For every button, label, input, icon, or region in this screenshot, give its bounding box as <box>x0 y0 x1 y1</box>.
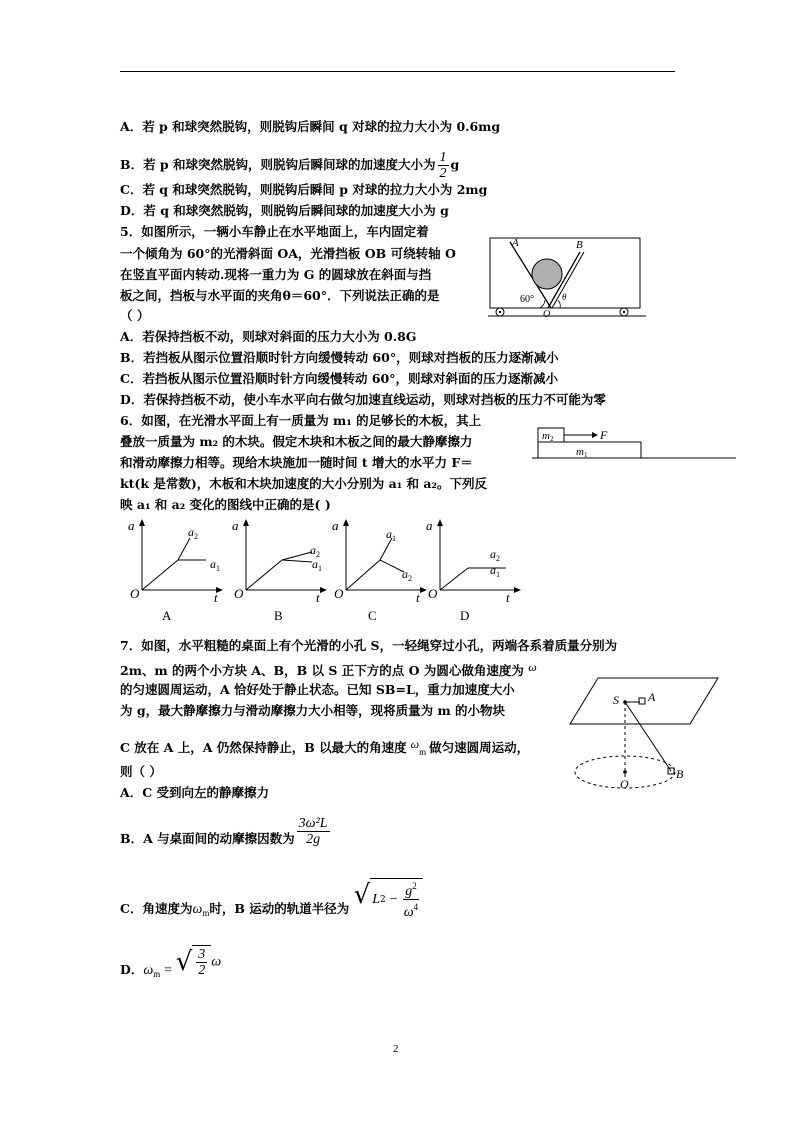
ball <box>532 259 562 289</box>
fraction-mu: $\frac{\text{3ω²L}}{2g}$ <box>298 816 328 847</box>
q5-option-d: D．若保持挡板不动，使小车水平向右做匀加速直线运动，则球对挡板的压力不可能为零 <box>120 392 606 407</box>
svg-text:t: t <box>506 590 510 604</box>
string-sb <box>625 702 671 771</box>
header-rule <box>120 71 675 72</box>
svg-text:O: O <box>334 586 344 601</box>
prev-option-a: A．若 p 和球突然脱钩，则脱钩后瞬间 q 对球的拉力大小为 0.6mg <box>120 119 501 134</box>
graph-c-label: C <box>368 608 377 623</box>
page-number: 2 <box>393 1043 399 1055</box>
q7-option-d: D．$\omega_m$ = √ $\frac{3}{2}$ ω <box>120 947 222 979</box>
svg-text:O: O <box>234 586 244 601</box>
q7-line2: 2m、m 的两个小方块 A、B，B 以 S 正下方的点 O 为圆心做角速度为 ω <box>120 660 537 678</box>
fraction-one-half: $\frac{1}{2}$ <box>439 150 447 181</box>
svg-text:m1: m1 <box>576 446 588 459</box>
graph-b-label: B <box>274 608 283 623</box>
svg-text:O: O <box>620 777 629 791</box>
q7-option-a: A．C 受到向左的静摩擦力 <box>120 785 269 800</box>
q7-line3: 的匀速圆周运动，A 恰好处于静止状态。已知 SB=L，重力加速度大小 <box>120 682 515 697</box>
svg-text:O: O <box>428 586 438 601</box>
label-b: B <box>576 239 583 251</box>
q6-line1: 6．如图，在光滑水平面上有一质量为 m₁ 的足够长的木板，其上 <box>120 413 482 428</box>
label-o: O <box>543 309 551 320</box>
q7-figure <box>568 668 728 796</box>
svg-text:a1: $a_1$ <box>312 557 322 573</box>
svg-text:A: A <box>648 690 656 704</box>
svg-text:t: t <box>316 590 320 604</box>
q6-graph-c <box>330 518 430 604</box>
prev-option-b: B．若 p 和球突然脱钩，则脱钩后瞬间球的加速度大小为 $\frac{1}{2}$ g <box>120 150 460 181</box>
q7-line1: 7．如图，水平粗糙的桌面上有个光滑的小孔 S，一轻绳穿过小孔，两端各系着质量分别为 <box>120 638 618 653</box>
label-theta: θ <box>562 292 567 302</box>
q6-blocks-figure <box>530 424 738 466</box>
q6-graph-d <box>424 518 524 604</box>
q5-option-b: B．若挡板从图示位置沿顺时针方向缓慢转动 60°，则球对挡板的压力逐渐减小 <box>120 350 559 365</box>
q6-line5: 映 a₁ 和 a₂ 变化的图线中正确的是( ) <box>120 497 331 512</box>
q5-line4: 板之间，挡板与水平面的夹角θ＝60°．下列说法正确的是 <box>120 288 440 303</box>
q6-graph-a <box>126 518 226 604</box>
board-m1 <box>538 442 641 458</box>
graph-a-label: A <box>162 608 172 623</box>
curve-a2 <box>178 538 190 560</box>
q5-option-c: C．若挡板从图示位置沿顺时针方向缓慢转动 60°，则球对斜面的压力逐渐减小 <box>120 371 558 386</box>
svg-text:a: a <box>332 518 339 533</box>
q7-line4: 为 g，最大静摩擦力与滑动摩擦力大小相等，现将质量为 m 的小物块 <box>120 703 506 718</box>
svg-text:a2: $a_2$ <box>310 543 320 559</box>
q5-line1: 5．如图所示，一辆小车静止在水平地面上，车内固定着 <box>120 224 429 239</box>
svg-text:a2: $a_2$ <box>490 547 500 563</box>
label-60deg: 60° <box>520 294 534 305</box>
q7-option-b: B．A 与桌面间的动摩擦因数为 $\frac{\text{3ω²L}}{2g}$ <box>120 816 328 847</box>
q6-graph-b <box>230 518 330 604</box>
q5-cart-figure <box>488 230 648 322</box>
svg-text:t: t <box>214 590 218 604</box>
svg-text:a: a <box>426 518 433 533</box>
svg-text:a2: $a_2$ <box>188 525 198 541</box>
q5-line2: 一个倾角为 60°的光滑斜面 OA，光滑挡板 OB 可绕转轴 O <box>120 246 456 261</box>
svg-text:a: a <box>232 518 239 533</box>
table-plane <box>570 678 718 724</box>
svg-text:O: O <box>130 586 140 601</box>
label-f: F <box>600 428 608 442</box>
q7-line5: C 放在 A 上，A 仍然保持静止，B 以最大的角速度 $\omega_m$ 做匀速圆周运动， <box>120 737 530 757</box>
q6-line2: 叠放一质量为 m₂ 的木块。假定木块和木板之间的最大静摩擦力 <box>120 434 473 449</box>
q6-line4: kt(k 是常数)，木板和木块加速度的大小分别为 a₁ 和 a₂。下列反 <box>120 476 487 491</box>
q7-line6: 则（ ） <box>120 764 162 779</box>
svg-text:a: a <box>128 518 135 533</box>
prev-option-d: D．若 q 和球突然脱钩，则脱钩后瞬间球的加速度大小为 g <box>120 203 449 218</box>
q5-option-a: A．若保持挡板不动，则球对斜面的压力大小为 0.8G <box>120 329 417 344</box>
svg-text:S: S <box>613 693 619 707</box>
svg-text:a1: $a_1$ <box>210 557 220 573</box>
svg-text:B: B <box>676 767 684 781</box>
q5-line5: （ ） <box>120 308 150 323</box>
sqrt-radius: √ L 2 − $\frac{g^2}{\omega^4}$ <box>354 878 423 920</box>
svg-text:a1: $a_1$ <box>386 527 396 543</box>
svg-text:a1: $a_1$ <box>490 563 500 579</box>
label-a: A <box>512 237 519 249</box>
q6-line3: 和滑动摩擦力相等。现给木块施加一随时间 t 增大的水平力 F＝ <box>120 455 473 470</box>
svg-text:a2: $a_2$ <box>402 567 412 583</box>
prev-option-c: C．若 q 和球突然脱钩，则脱钩后瞬间 p 对球的拉力大小为 2mg <box>120 182 488 197</box>
curve-common <box>142 560 178 590</box>
svg-text:m2: m2 <box>542 430 554 443</box>
graph-d-label: D <box>460 608 470 623</box>
q7-option-c: C．角速度为$\omega_m$时，B 运动的轨道半径为 √ L 2 − $\frac{g^2}{\omega^4}$ <box>120 878 423 920</box>
block-a <box>639 698 645 704</box>
q5-line3: 在竖直平面内转动.现将一重力为 G 的圆球放在斜面与挡 <box>120 267 432 282</box>
svg-text:t: t <box>416 590 420 604</box>
